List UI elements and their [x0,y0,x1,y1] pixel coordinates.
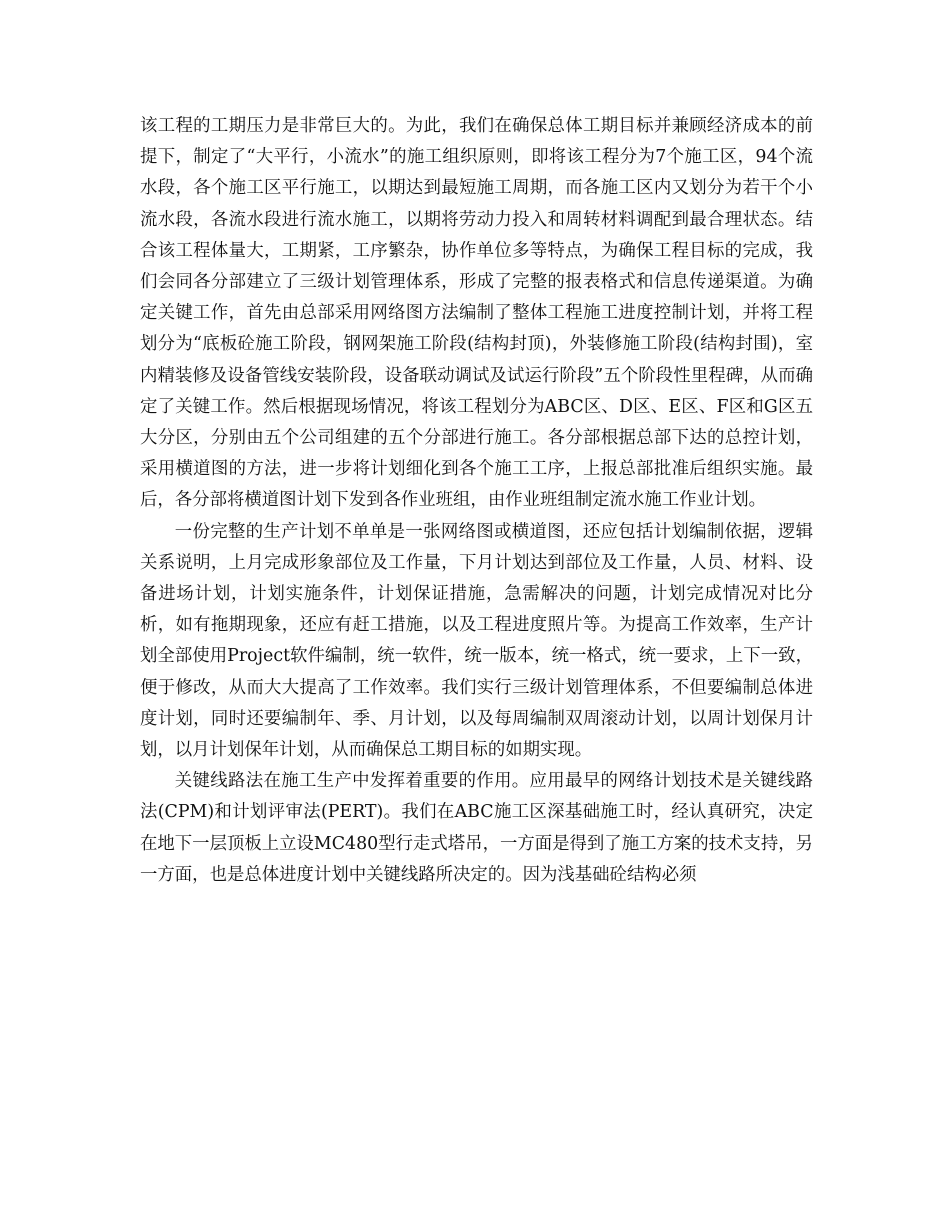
paragraph-1: 该工程的工期压力是非常巨大的。为此，我们在确保总体工期目标并兼顾经济成本的前提下，制定了“大平行，小流水”的施工组织原则，即将该工程分为7个施工区，94个流水段，各个施工区平行施工，以期达到最短施工周期，而各施工区内又划分为若干个小流水段，各流水段进行流水施工，以期将劳动力投入和周转材料调配到最合理状态。结合该工程体量大，工期紧，工序繁杂，协作单位多等特点，为确保工程目标的完成，我们会同各分部建立了三级计划管理体系，形成了完整的报表格式和信息传递渠道。为确定关键工作，首先由总部采用网络图方法编制了整体工程施工进度控制计划，并将工程划分为“底板砼施工阶段，钢网架施工阶段(结构封顶)，外装修施工阶段(结构封围)，室内精装修及设备管线安装阶段，设备联动调试及试运行阶段”五个阶段性里程碑，从而确定了关键工作。然后根据现场情况，将该工程划分为ABC区、D区、E区、F区和G区五大分区，分别由五个公司组建的五个分部进行施工。各分部根据总部下达的总控计划，采用横道图的方法，进一步将计划细化到各个施工工序，上报总部批准后组织实施。最后，各分部将横道图计划下发到各作业班组，由作业班组制定流水施工作业计划。 [140,116,813,511]
document-body [140,111,813,891]
paragraph-2: 一份完整的生产计划不单单是一张网络图或横道图，还应包括计划编制依据，逻辑关系说明，上月完成形象部位及工作量，下月计划达到部位及工作量，人员、材料、设备进场计划，计划实施条件，计划保证措施，急需解决的问题，计划完成情况对比分析，如有拖期现象，还应有赶工措施，以及工程进度照片等。为提高工作效率，生产计划全部使用Project软件编制，统一软件，统一版本，统一格式，统一要求，上下一致，便于修改，从而大大提高了工作效率。我们实行三级计划管理体系，不但要编制总体进度计划，同时还要编制年、季、月计划，以及每周编制双周滚动计划，以周计划保月计划，以月计划保年计划，从而确保总工期目标的如期实现。 [140,521,813,761]
paragraph-3: 关键线路法在施工生产中发挥着重要的作用。应用最早的网络计划技术是关键线路法(CPM)和计划评审法(PERT)。我们在ABC施工区深基础施工时，经认真研究，决定在地下一层顶板上立设MC480型行走式塔吊，一方面是得到了施工方案的技术支持，另一方面，也是总体进度计划中关键线路所决定的。因为浅基础砼结构必须 [140,771,813,885]
